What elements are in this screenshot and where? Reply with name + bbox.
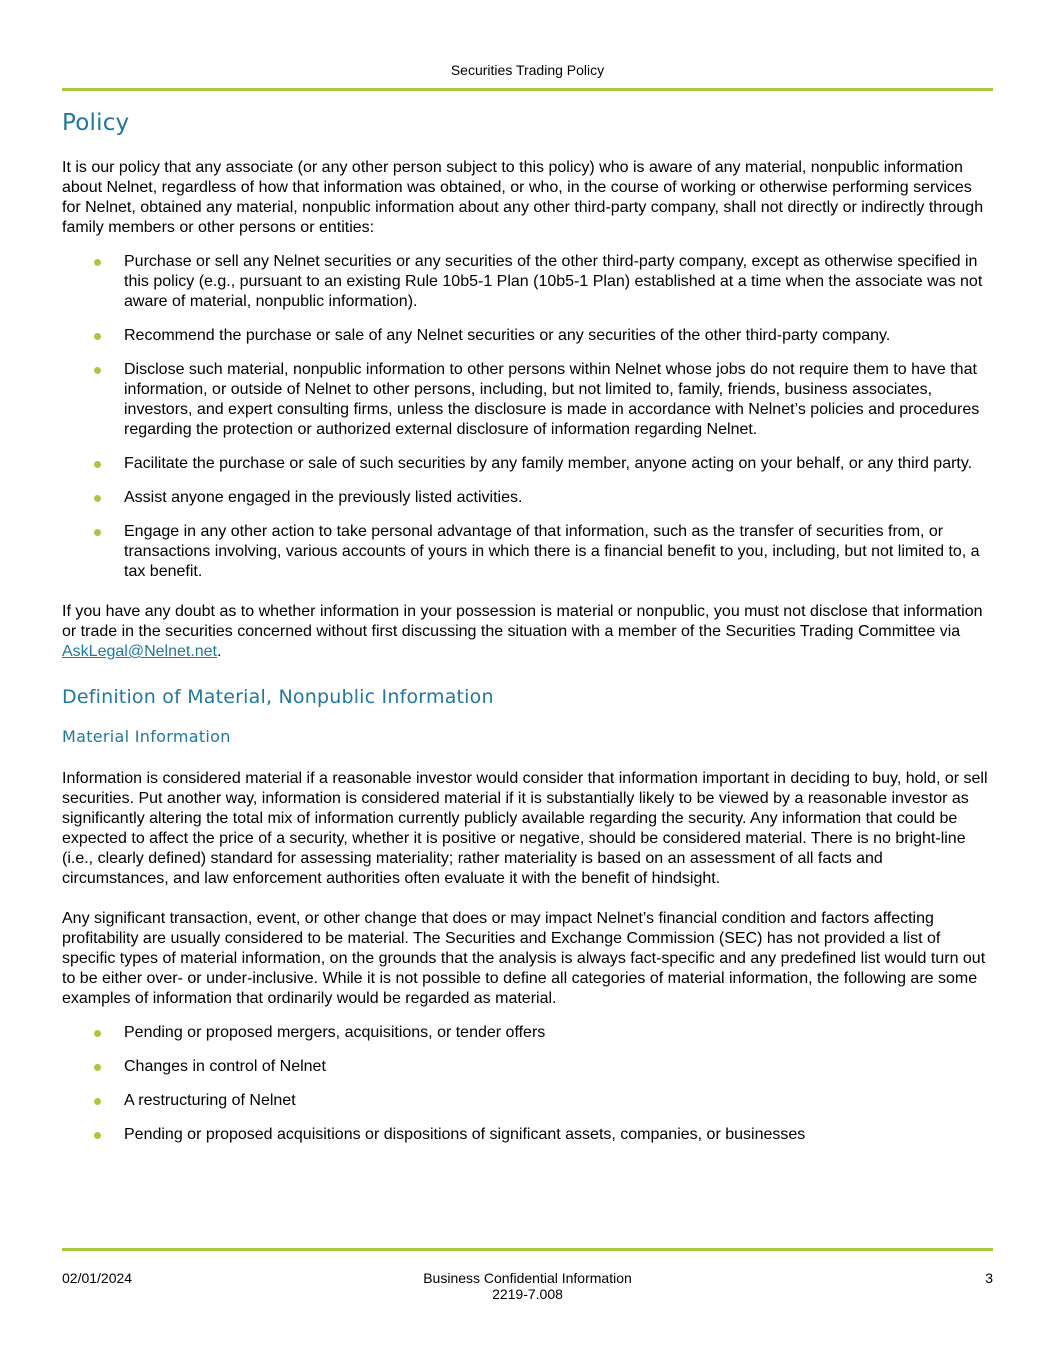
list-item-text: Disclose such material, nonpublic information to other persons within Nelnet whose jobs do not require them to have that information, or outside of Nelnet to other persons, including, but not limited to, family, friends, business associates, investors, and expert consulting firms, unless the disclosure is made in accordance with Nelnet’s policies and procedures regarding the protection or authorized external disclosure of information regarding Nelnet. xyxy=(124,361,980,438)
document-page xyxy=(62,0,993,1365)
bullet-icon xyxy=(94,1030,101,1037)
footer-date: 02/01/2024 xyxy=(62,1270,133,1286)
list-item-text: Pending or proposed mergers, acquisitions, or tender offers xyxy=(124,1024,546,1041)
list-item-text: Assist anyone engaged in the previously listed activities. xyxy=(124,489,523,506)
list-item xyxy=(62,1057,993,1077)
doubt-paragraph xyxy=(62,602,993,662)
footer-center xyxy=(62,1270,993,1302)
bullet-icon xyxy=(94,333,101,340)
material-examples-list xyxy=(62,1023,993,1145)
policy-intro-paragraph: It is our policy that any associate (or any other person subject to this policy) who is aware of any material, nonpublic information about Nelnet, regardless of how that information was obtained, or who, in the course of working or otherwise performing services for Nelnet, obtained any material, nonpublic information about any other third-party company, shall not directly or indirectly through family members or other persons or entities: xyxy=(62,159,984,236)
list-item xyxy=(62,1091,993,1111)
bullet-icon xyxy=(94,495,101,502)
definition-heading: Definition of Material, Nonpublic Information xyxy=(62,686,494,708)
list-item xyxy=(62,522,993,582)
bullet-icon xyxy=(94,367,101,374)
list-item-text: Engage in any other action to take personal advantage of that information, such as the transfer of securities from, or transactions involving, various accounts of yours in which there is a financial benefit to you, including, but not limited to, a tax benefit. xyxy=(124,523,980,580)
policy-heading: Policy xyxy=(62,110,130,136)
list-item-text: A restructuring of Nelnet xyxy=(124,1092,296,1109)
bullet-icon xyxy=(94,1064,101,1071)
running-header: Securities Trading Policy xyxy=(450,62,605,78)
list-item-text: Purchase or sell any Nelnet securities or any securities of the other third-party company, except as otherwise specified in this policy (e.g., pursuant to an existing Rule 10b5-1 Plan (10b5-1 Plan) established at a time when the associate was not aware of material, nonpublic information). xyxy=(124,253,983,310)
list-item-text: Facilitate the purchase or sale of such securities by any family member, anyone acting on your behalf, or any third party. xyxy=(124,455,973,472)
bullet-icon xyxy=(94,259,101,266)
bullet-icon xyxy=(94,1098,101,1105)
header-rule xyxy=(62,88,993,91)
material-information-heading: Material Information xyxy=(62,727,231,746)
footer-classification: Business Confidential Information xyxy=(423,1270,632,1286)
bullet-icon xyxy=(94,461,101,468)
list-item xyxy=(62,1125,993,1145)
list-item xyxy=(62,1023,993,1043)
list-item-text: Pending or proposed acquisitions or dispositions of significant assets, companies, or businesses xyxy=(124,1126,806,1143)
doubt-end: . xyxy=(217,643,222,660)
list-item xyxy=(62,488,993,508)
doubt-text: If you have any doubt as to whether information in your possession is material or nonpublic, you must not disclose that information or trade in the securities concerned without first discussing the situation with a member of the Securities Trading Committee via xyxy=(62,603,983,640)
ask-legal-email-link[interactable]: AskLegal@Nelnet.net xyxy=(62,643,217,660)
list-item xyxy=(62,454,993,474)
list-item-text: Recommend the purchase or sale of any Nelnet securities or any securities of the other third-party company. xyxy=(124,327,891,344)
policy-prohibitions-list xyxy=(62,252,993,582)
list-item xyxy=(62,360,993,440)
bullet-icon xyxy=(94,529,101,536)
footer-rule xyxy=(62,1248,993,1251)
material-paragraph-2: Any significant transaction, event, or other change that does or may impact Nelnet’s financial condition and factors affecting profitability are usually considered to be material. The Securities and Exchange Commission (SEC) has not provided a list of specific types of material information, on the grounds that the analysis is always fact-specific and any predefined list would turn out to be either over- or under-inclusive. While it is not possible to define all categories of material information, the following are some examples of information that ordinarily would be regarded as material. xyxy=(62,910,986,1007)
footer-doc-number: 2219-7.008 xyxy=(492,1286,563,1302)
footer-page-number: 3 xyxy=(985,1270,993,1286)
list-item xyxy=(62,252,993,312)
page-content xyxy=(62,108,993,1145)
material-paragraph-1: Information is considered material if a reasonable investor would consider that information important in deciding to buy, hold, or sell securities. Put another way, information is considered material if it is substantially likely to be viewed by a reasonable investor as significantly altering the total mix of information currently publicly available regarding the security. Any information that could be expected to affect the price of a security, whether it is positive or negative, should be considered material. There is no bright-line (i.e., clearly defined) standard for assessing materiality; rather materiality is based on an assessment of all facts and circumstances, and law enforcement authorities often evaluate it with the benefit of hindsight. xyxy=(62,770,988,887)
list-item xyxy=(62,326,993,346)
bullet-icon xyxy=(94,1132,101,1139)
list-item-text: Changes in control of Nelnet xyxy=(124,1058,326,1075)
